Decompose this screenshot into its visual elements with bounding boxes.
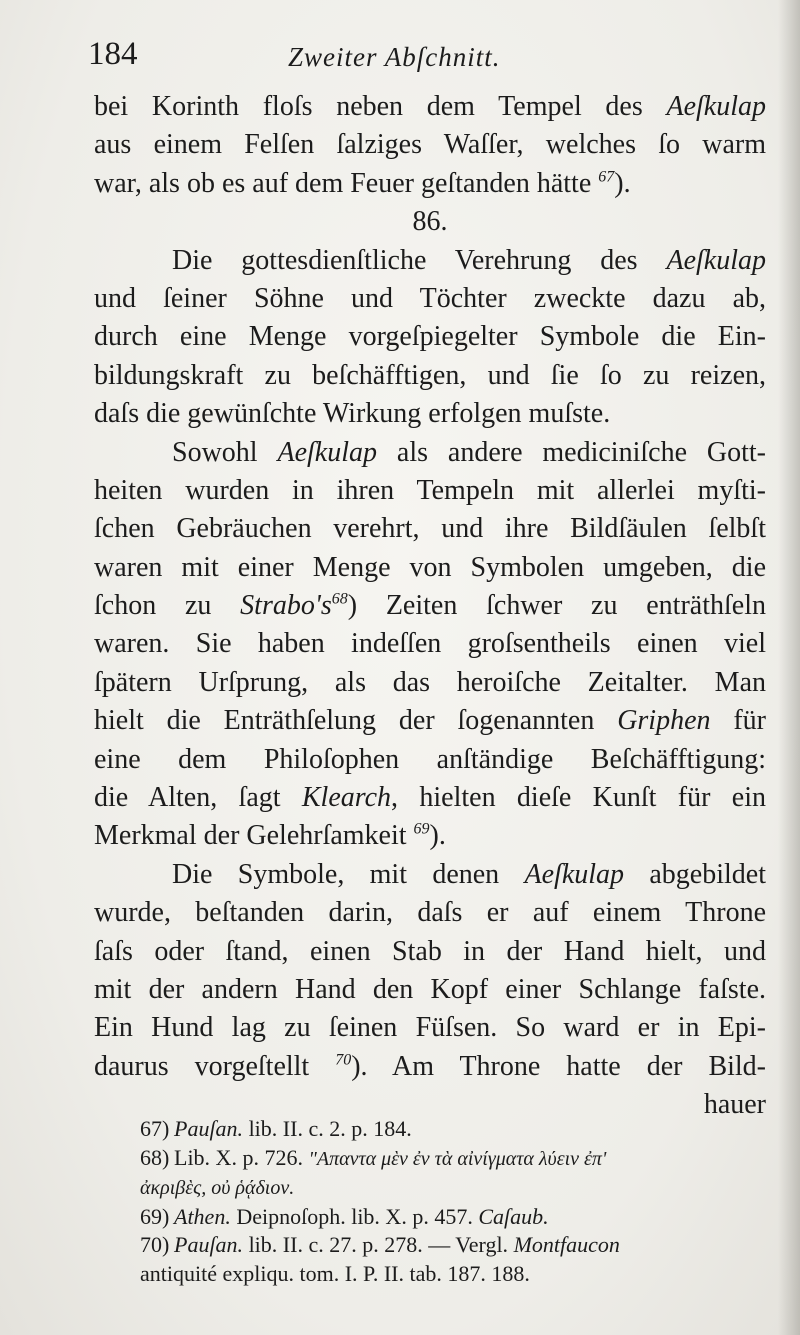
text-line: wurde, beſtanden darin, daſs er auf einem Throne [94,897,766,929]
page-number: 184 [88,36,138,72]
text-line: bei Korinth floſs neben dem Tempel des Aeſkulap [94,91,766,122]
text-line: Sowohl Aeſkulap als andere mediciniſche Gott- [172,436,766,468]
text-line: und ſeiner Söhne und Töchter zweckte dazu ab, [94,282,766,314]
text-line: heiten wurden in ihren Tempeln mit allerlei myſti- [94,474,766,506]
text-line: ſchon zu $Strabo's^{68}$) Zeiten ſchwer zu enträthſeln [94,590,766,622]
text-line: durch eine Menge vorgeſpiegelter Symbole die Ein- [94,321,766,353]
text-line: Merkmal der Gelehrſamkeit $^{69}$). [94,820,446,852]
text-line: waren mit einer Menge von Symbolen umgeben, die [94,551,766,583]
text-line: bildungskraft zu beſchäfftigen, und ſie ſo zu reizen, [94,359,766,391]
footnote-70: 70) Pauſan. lib. II. c. 27. p. 278. — Vergl. Montfaucon [140,1232,620,1257]
text-line: Die gottesdienſtliche Verehrung des Aeſkulap [172,244,766,276]
main-text [94,88,766,1125]
text-line: die Alten, ſagt Klearch, hielten dieſe Kunſt für ein [94,782,766,814]
text-line: mit der andern Hand den Kopf einer Schlange faſste. [94,973,766,1005]
running-title: Zweiter Abſchnitt. [288,42,501,72]
text-line: ſaſs oder ſtand, einen Stab in der Hand hielt, und [94,935,766,967]
text-line: ſchen Gebräuchen verehrt, und ihre Bildſäulen ſelbſt [94,513,766,545]
page-header [88,36,768,84]
catchword: hauer [703,1089,766,1121]
text-line: war, als ob es auf dem Feuer geſtanden hätte $^{67}$). [94,167,631,199]
footnote-69: 69) Athen. Deipnoſoph. lib. X. p. 457. Caſaub. [140,1203,549,1229]
page-edge-shadow [778,0,800,1335]
text-line: daſs die gewünſchte Wirkung erfolgen muſste. [94,398,611,430]
text-line: Ein Hund lag zu ſeinen Füſsen. So ward er in Epi- [94,1012,766,1044]
text-line: aus einem Felſen ſalziges Waſſer, welches ſo warm [94,129,766,161]
footnotes [140,1115,780,1288]
text-line: eine dem Philoſophen anſtändige Beſchäfftigung: [94,743,766,775]
footnote-67: 67) Pauſan. lib. II. c. 2. p. 184. [140,1116,412,1141]
text-line: Die Symbole, mit denen Aeſkulap abgebildet [172,858,766,890]
footnote-68: 68) Lib. X. p. 726. "Απαντα μὲν ἐν τὰ αἰνίγματα λύειν ἐπ' [140,1144,607,1170]
text-line: ſpätern Urſprung, als das heroiſche Zeitalter. Man [94,666,766,698]
text-line: hielt die Enträthſelung der ſogenannten Griphen für [94,705,767,737]
section-number: 86. [412,206,448,238]
footnote-68-continued: ἀκριβὲς, οὐ ῥᾴδιον. [140,1177,295,1199]
text-line: daurus vorgeſtellt $^{70}$). Am Throne hatte der Bild- [94,1050,767,1082]
text-line: waren. Sie haben indeſſen groſsentheils einen viel [94,628,766,660]
footnote-70-continued: antiquité expliqu. tom. I. P. II. tab. 187. 188. [140,1260,530,1286]
